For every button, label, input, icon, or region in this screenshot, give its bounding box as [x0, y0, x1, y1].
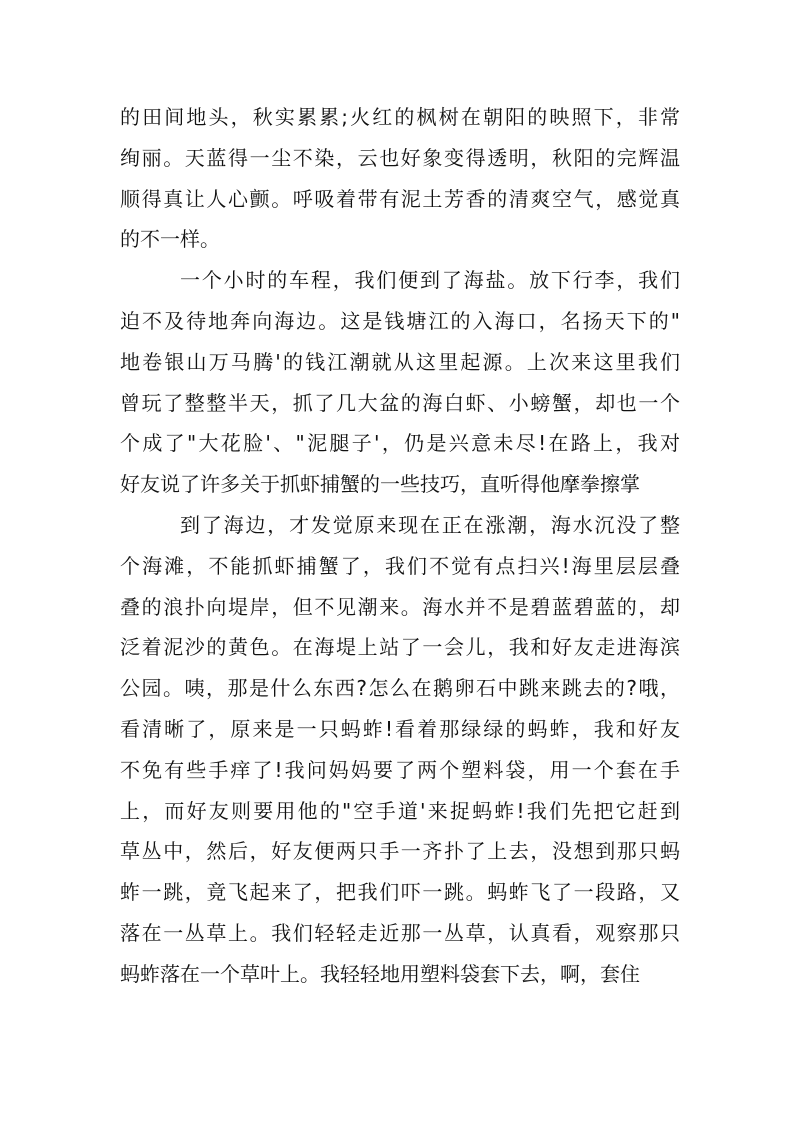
paragraph-2 [120, 260, 680, 505]
text-line: 叠的浪扑向堤岸，但不见潮来。海水并不是碧蓝碧蓝的，却 [120, 594, 680, 619]
text-line: 个成了"大花脸'、"泥腿子'，仍是兴意未尽!在路上，我对 [120, 431, 680, 456]
text-line: 蚂蚱落在一个草叶上。我轻轻地用塑料袋套下去，啊，套住 [120, 961, 640, 986]
paragraph-1 [120, 97, 680, 260]
text-line: 的不一样。 [120, 227, 220, 252]
document-body [120, 97, 680, 995]
text-line: 上，而好友则要用他的"空手道'来捉蚂蚱!我们先把它赶到 [120, 798, 680, 823]
text-line: 落在一丛草上。我们轻轻走近那一丛草，认真看，观察那只 [120, 920, 680, 945]
text-line: 公园。咦，那是什么东西?怎么在鹅卵石中跳来跳去的?哦， [120, 676, 680, 701]
text-line: 不免有些手痒了!我问妈妈要了两个塑料袋，用一个套在手 [120, 757, 680, 782]
text-line: 绚丽。天蓝得一尘不染，云也好象变得透明，秋阳的完辉温 [120, 145, 680, 170]
text-line: 蚱一跳，竟飞起来了，把我们吓一跳。蚂蚱飞了一段路，又 [120, 880, 680, 905]
text-line: 迫不及待地奔向海边。这是钱塘江的入海口，名扬天下的" [120, 308, 680, 333]
text-line: 泛着泥沙的黄色。在海堤上站了一会儿，我和好友走进海滨 [120, 635, 680, 660]
text-line: 的田间地头，秋实累累;火红的枫树在朝阳的映照下，非常 [120, 105, 680, 129]
text-line: 顺得真让人心颤。呼吸着带有泥土芳香的清爽空气，感觉真 [120, 186, 680, 211]
text-line: 草丛中，然后，好友便两只手一齐扑了上去，没想到那只蚂 [120, 839, 680, 864]
text-line: 到了海边，才发觉原来现在正在涨潮，海水沉没了整 [180, 512, 680, 537]
paragraph-3 [120, 505, 680, 995]
text-line: 好友说了许多关于抓虾捕蟹的一些技巧，直听得他摩拳擦掌 [120, 472, 640, 497]
text-line: 个海滩，不能抓虾捕蟹了，我们不觉有点扫兴!海里层层叠 [120, 553, 680, 578]
text-line: 一个小时的车程，我们便到了海盐。放下行李，我们 [180, 268, 680, 293]
text-line: 地卷银山万马腾'的钱江潮就从这里起源。上次来这里我们 [120, 349, 680, 374]
text-line: 看清晰了，原来是一只蚂蚱!看着那绿绿的蚂蚱，我和好友 [120, 716, 680, 741]
text-line: 曾玩了整整半天，抓了几大盆的海白虾、小螃蟹，却也一个 [120, 390, 680, 415]
